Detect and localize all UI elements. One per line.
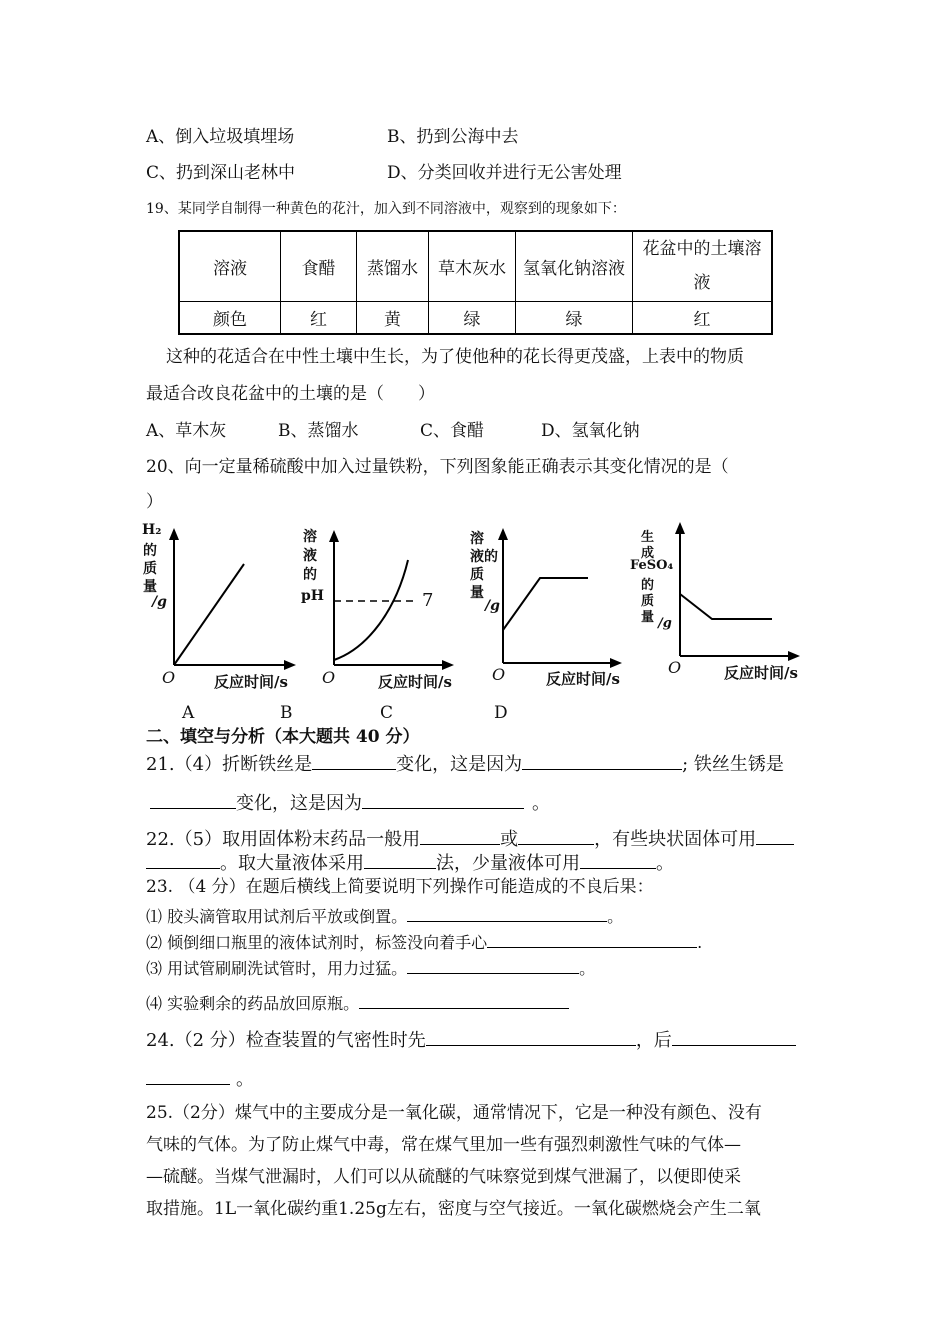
graph-b-xlabel: 反应时间/s xyxy=(378,673,452,691)
q23-item-text: ⑶ 用试管刷刷洗试管时，用力过猛。 xyxy=(146,959,408,978)
graph-c-xlabel: 反应时间/s xyxy=(546,670,620,688)
q22-text: 法，少量液体可用 xyxy=(436,853,580,874)
q22-blank-5[interactable] xyxy=(580,850,656,869)
graph-c-origin: O xyxy=(492,665,506,684)
q25-line-1: 25.（2分）煤气中的主要成分是一氧化碳，通常情况下，它是一种没有颜色、没有 xyxy=(146,1103,762,1123)
q21-blank-2[interactable] xyxy=(522,751,682,770)
q25-line-2: 气味的气体。为了防止煤气中毒，常在煤气里加一些有强烈刺激性气味的气体— xyxy=(146,1135,741,1155)
graph-label-c: C xyxy=(380,703,394,723)
q22-line-2 xyxy=(146,850,674,875)
q21-blank-3[interactable] xyxy=(150,790,236,809)
q22-text: 。取大量液体采用 xyxy=(220,853,364,874)
table-cell: 氢氧化钠溶液 xyxy=(516,231,633,301)
q23-blank-1[interactable] xyxy=(407,903,607,922)
q21-blank-4[interactable] xyxy=(362,790,524,809)
graph-c-ylabel: 液的 xyxy=(470,549,498,565)
q21-line-1 xyxy=(146,751,784,776)
graph-d-xlabel: 反应时间/s xyxy=(724,664,798,682)
graph-d-ylabel: /g xyxy=(658,616,672,631)
q21-text: 21.（4）折断铁丝是 xyxy=(146,754,313,775)
graph-c xyxy=(468,520,638,695)
q22-text: ，有些块状固体可用 xyxy=(594,829,757,850)
q24-text: ，后 xyxy=(635,1030,672,1051)
graph-label-d: D xyxy=(494,703,508,723)
q22-text: 22.（5）取用固体粉末药品一般用 xyxy=(146,829,421,850)
table-row xyxy=(179,301,772,334)
q22-blank-2[interactable] xyxy=(518,826,594,845)
graph-c-ylabel: 质 xyxy=(470,567,484,583)
table-cell: 颜色 xyxy=(179,301,281,334)
q20-stem-line-2: ） xyxy=(146,492,163,512)
q24-line-1 xyxy=(146,1027,796,1052)
graph-a-ylabel: /g xyxy=(152,594,167,610)
q21-text: 变化，这是因为 xyxy=(236,793,362,814)
q22-blank-1[interactable] xyxy=(420,826,500,845)
graph-a-ylabel: 的 xyxy=(143,543,157,559)
q23-item-3 xyxy=(146,955,595,980)
q19-paragraph-1: 这种的花适合在中性土壤中生长，为了使他种的花长得更茂盛，上表中的物质 xyxy=(166,347,744,367)
table-cell-line: 液 xyxy=(693,273,711,294)
q24-blank-2-cont[interactable] xyxy=(146,1066,230,1085)
q19-option-c: C、食醋 xyxy=(420,421,485,441)
q24-blank-2[interactable] xyxy=(672,1027,796,1046)
graph-b-ylabel: 溶 xyxy=(303,529,317,545)
q23-item-end: . xyxy=(697,933,703,952)
q22-text: 。 xyxy=(656,853,674,874)
graph-d-ylabel: 成 xyxy=(641,546,655,561)
graph-d-ylabel: 质 xyxy=(641,594,655,609)
q23-item-end: 。 xyxy=(579,959,596,978)
graph-b-ylabel: 液 xyxy=(303,548,317,564)
table-cell: 绿 xyxy=(429,301,516,334)
graph-d-ylabel: 的 xyxy=(641,578,655,593)
graph-a-ylabel: 量 xyxy=(143,579,157,595)
table-cell: 溶液 xyxy=(179,231,281,301)
graph-label-a: A xyxy=(182,703,195,723)
table-cell: 食醋 xyxy=(281,231,357,301)
q19-stem: 19、某同学自制得一种黄色的花汁，加入到不同溶液中，观察到的现象如下： xyxy=(146,201,626,217)
table-cell-line: 花盆中的土壤溶 xyxy=(642,239,762,260)
table-cell: 蒸馏水 xyxy=(357,231,429,301)
graph-a-origin: O xyxy=(162,668,176,687)
q23-item-text: ⑷ 实验剩余的药品放回原瓶。 xyxy=(146,994,360,1013)
graph-a xyxy=(140,520,300,695)
q18-option-d: D、分类回收并进行无公害处理 xyxy=(387,163,622,183)
q21-line-2 xyxy=(146,790,550,815)
graph-b-origin: O xyxy=(322,668,336,687)
q21-blank-1[interactable] xyxy=(312,751,396,770)
q22-text: 或 xyxy=(500,829,519,850)
q23-item-2 xyxy=(146,929,702,954)
q23-blank-4[interactable] xyxy=(359,990,569,1009)
graph-a-ylabel: 质 xyxy=(143,561,157,577)
section-title: 二、填空与分析（本大题共 40 分） xyxy=(146,727,420,747)
q25-line-3: —硫醚。当煤气泄漏时，人们可以从硫醚的气味察觉到煤气泄漏了，以便即使采 xyxy=(146,1167,741,1187)
graph-c-ylabel: /g xyxy=(485,598,500,614)
q18-option-a: A、倒入垃圾填埋场 xyxy=(146,127,295,147)
q19-paragraph-2: 最适合改良花盆中的土壤的是（ ） xyxy=(146,384,435,404)
graph-d-ylabel: 生 xyxy=(641,530,655,545)
q19-option-d: D、氢氧化钠 xyxy=(541,421,640,441)
graph-d-origin: O xyxy=(668,658,682,677)
graph-b xyxy=(298,520,468,695)
table-row xyxy=(179,231,772,301)
graph-c-ylabel: 溶 xyxy=(470,531,484,547)
graph-b-ylabel: pH xyxy=(301,588,325,604)
q22-line-1 xyxy=(146,826,794,851)
graph-b-curve xyxy=(334,560,408,660)
q21-text: 。 xyxy=(532,793,550,814)
graph-a-xlabel: 反应时间/s xyxy=(214,673,288,691)
q21-text: ; 铁丝生锈是 xyxy=(682,754,784,775)
graph-d-curve xyxy=(680,594,772,619)
graph-d-ylabel: 量 xyxy=(641,610,655,625)
q24-text: 24.（2 分）检查装置的气密性时先 xyxy=(146,1030,426,1051)
graph-c-ylabel: 量 xyxy=(470,585,484,601)
q23-item-4 xyxy=(146,990,569,1015)
q24-text: 。 xyxy=(236,1069,254,1090)
graph-b-seven-label: 7 xyxy=(422,590,434,611)
graph-label-b: B xyxy=(280,703,293,723)
q23-stem: 23. （4 分）在题后横线上简要说明下列操作可能造成的不良后果： xyxy=(146,877,654,897)
observation-table xyxy=(178,230,773,335)
q22-blank-3[interactable] xyxy=(756,826,794,845)
graph-a-ylabel: H₂ xyxy=(142,522,162,538)
q25-line-4: 取措施。1L一氧化碳约重1.25g左右，密度与空气接近。一氧化碳燃烧会产生二氧 xyxy=(146,1199,761,1219)
q24-blank-1[interactable] xyxy=(426,1027,636,1046)
q23-item-text: ⑵ 倾倒细口瓶里的液体试剂时，标签没向着手心 xyxy=(146,933,488,952)
q23-blank-3[interactable] xyxy=(407,955,579,974)
table-cell: 红 xyxy=(281,301,357,334)
q18-option-c: C、扔到深山老林中 xyxy=(146,163,296,183)
q19-option-b: B、蒸馏水 xyxy=(278,421,359,441)
q22-blank-3-cont[interactable] xyxy=(146,850,220,869)
table-cell: 绿 xyxy=(516,301,633,334)
q23-item-text: ⑴ 胶头滴管取用试剂后平放或倒置。 xyxy=(146,907,408,926)
graph-d xyxy=(628,516,808,691)
table-cell: 红 xyxy=(633,301,773,334)
q23-item-end: 。 xyxy=(607,907,624,926)
q20-stem-line-1: 20、向一定量稀硫酸中加入过量铁粉，下列图象能正确表示其变化情况的是（ xyxy=(146,457,729,477)
q18-option-b: B、扔到公海中去 xyxy=(387,127,519,147)
graph-b-ylabel: 的 xyxy=(303,567,317,583)
table-cell xyxy=(633,231,773,301)
table-cell: 草木灰水 xyxy=(429,231,516,301)
graph-a-curve xyxy=(174,564,244,665)
q19-option-a: A、草木灰 xyxy=(146,421,227,441)
q24-line-2 xyxy=(146,1066,254,1091)
q22-blank-4[interactable] xyxy=(364,850,436,869)
q21-text: 变化，这是因为 xyxy=(396,754,523,775)
graph-c-curve xyxy=(503,578,588,630)
q23-item-1 xyxy=(146,903,623,928)
table-cell: 黄 xyxy=(357,301,429,334)
q23-blank-2[interactable] xyxy=(487,929,697,948)
graph-d-ylabel: FeSO₄ xyxy=(630,558,674,573)
